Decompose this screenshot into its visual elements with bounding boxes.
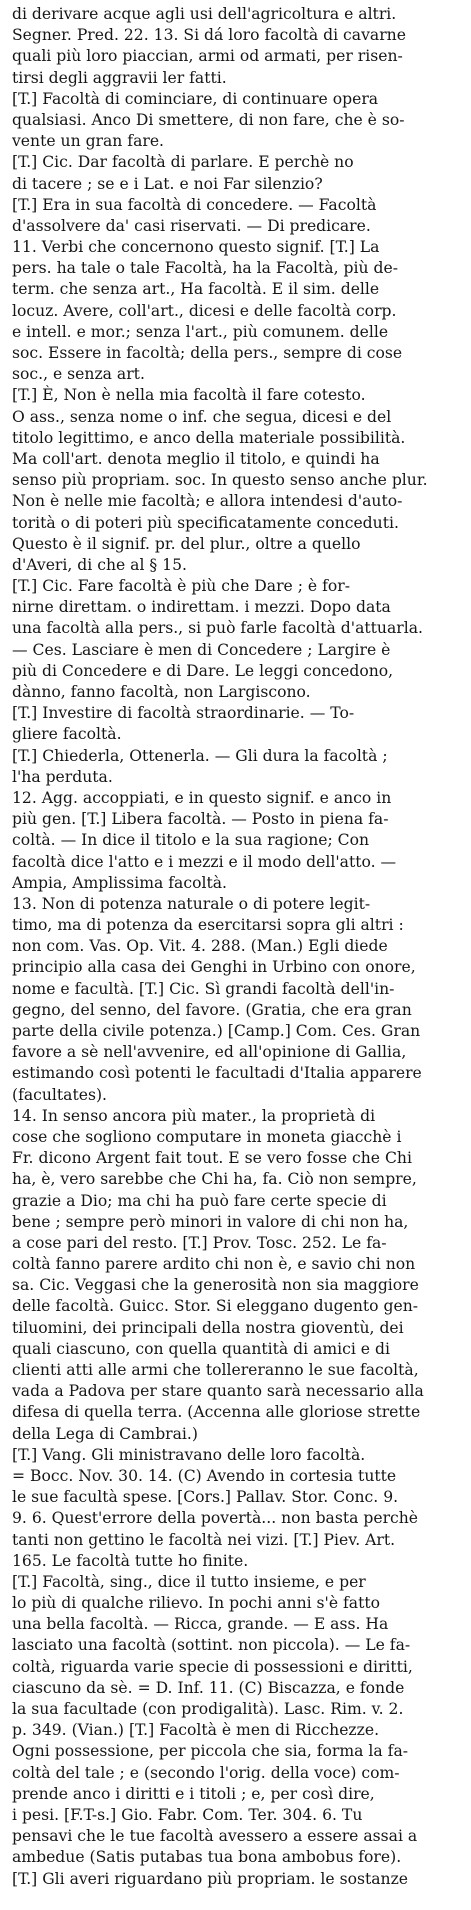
- text-line: lasciato una facoltà (sottint. non piccola). — Le fa-: [12, 1636, 411, 1655]
- text-line: O ass., senza nome o inf. che segua, dicesi e del: [12, 407, 392, 426]
- text-line: lo più di qualche rilievo. In pochi anni s'è fatto: [12, 1594, 381, 1613]
- text-line: di derivare acque agli usi dell'agricoltura e altri.: [12, 5, 397, 23]
- text-line: Questo è il signif. pr. del plur., oltre a quello: [12, 534, 361, 553]
- text-line: [T.] Vang. Gli ministravano delle loro facoltà.: [12, 1445, 366, 1464]
- text-line: Non è nelle mie facoltà; e allora intendesi d'auto-: [12, 492, 403, 511]
- text-line: p. 349. (Vian.) [T.] Facoltà è men di Ricchezze.: [12, 1721, 380, 1740]
- text-line: quali ciascuno, con quella quantità di amici e di: [12, 1339, 390, 1358]
- text-line: d'Averi, di che al § 15.: [12, 555, 187, 574]
- text-line: una facoltà alla pers., si può farle facoltà d'attuarla.: [12, 619, 423, 638]
- text-line: bene ; sempre però minori in valore di chi non ha,: [12, 1212, 409, 1231]
- text-line: term. che senza art., Ha facoltà. E il sim. delle: [12, 280, 380, 299]
- text-line: principio alla casa dei Genghi in Urbino con onore,: [12, 958, 416, 977]
- text-line: 14. In senso ancora più mater., la proprietà di: [12, 1106, 376, 1125]
- text-line: facoltà dice l'atto e i mezzi e il modo dell'atto. —: [12, 852, 397, 871]
- text-line: più di Concedere e di Dare. Le leggi concedono,: [12, 661, 394, 680]
- text-line: le sue facultà spese. [Cors.] Pallav. Stor. Conc. 9.: [12, 1488, 399, 1507]
- text-line: quali più loro piaccian, armi od armati, per risen-: [12, 47, 403, 66]
- text-line: torità o di poteri più specificatamente conceduti.: [12, 513, 399, 532]
- text-line: cose che sogliono computare in moneta giacchè i: [12, 1127, 402, 1146]
- text-line: grazie a Dio; ma chi ha può fare certe specie di: [12, 1191, 387, 1210]
- text-line: tanti non gettino le facoltà nei vizi. [T.] Piev. Art.: [12, 1530, 396, 1549]
- text-line: i pesi. [F.T-s.] Gio. Fabr. Com. Ter. 304. 6. Tu: [12, 1805, 363, 1824]
- text-line: nirne direttam. o indirettam. i mezzi. Dopo data: [12, 598, 391, 617]
- text-line: [T.] Facoltà di cominciare, di continuare opera: [12, 89, 379, 108]
- text-line: ciascuno da sè. = D. Inf. 11. (C) Biscazza, e fonde: [12, 1678, 405, 1697]
- text-line: 11. Verbi che concernono questo signif. [T.] La: [12, 238, 380, 257]
- text-line: ha, è, vero sarebbe che Chi ha, fa. Ciò non sempre,: [12, 1170, 417, 1189]
- text-line: Fr. dicono Argent fait tout. E se vero fosse che Chi: [12, 1149, 412, 1168]
- text-line: 12. Agg. accoppiati, e in questo signif. e anco in: [12, 788, 392, 807]
- text-line: Ampia, Amplissima facoltà.: [12, 873, 227, 892]
- text-line: prende anco i diritti e i titoli ; e, per così dire,: [12, 1784, 375, 1803]
- text-line: non com. Vas. Op. Vit. 4. 288. (Man.) Egli diede: [12, 937, 388, 956]
- text-line: coltà del tale ; e (secondo l'orig. della voce) com-: [12, 1763, 400, 1782]
- text-line: coltà fanno parere ardito chi non è, e savio chi non: [12, 1255, 416, 1274]
- text-line: [T.] È, Non è nella mia facoltà il fare cotesto.: [12, 386, 366, 405]
- text-line: Ma coll'art. denota meglio il titolo, e quindi ha: [12, 449, 380, 468]
- text-line: e intell. e mor.; senza l'art., più comunem. delle: [12, 322, 389, 341]
- text-line: a cose pari del resto. [T.] Prov. Tosc. 252. Le fa-: [12, 1233, 387, 1252]
- text-line: timo, ma di potenza da esercitarsi sopra gli altri :: [12, 916, 404, 935]
- text-line: una bella facoltà. — Ricca, grande. — E ass. Ha: [12, 1615, 389, 1634]
- text-line: dànno, fanno facoltà, non Largiscono.: [12, 683, 311, 701]
- text-line: — Ces. Lasciare è men di Concedere ; Largire è: [12, 640, 391, 659]
- text-line: estimando così potenti le facultadi d'Italia apparere: [12, 1064, 422, 1083]
- text-line: 9. 6. Quest'errore della povertà... non basta perchè: [12, 1509, 419, 1528]
- text-line: gliere facoltà.: [12, 725, 122, 744]
- text-line: delle facoltà. Guicc. Stor. Si eleggano dugento gen-: [12, 1297, 419, 1316]
- text-line: [T.] Era in sua facoltà di concedere. — Facoltà: [12, 195, 377, 214]
- text-line: [T.] Investire di facoltà straordinarie. — To-: [12, 704, 355, 723]
- text-line: tiluomini, dei principali della nostra gioventù, dei: [12, 1318, 404, 1337]
- text-line: d'assolvere da' casi riservati. — Di predicare.: [12, 216, 371, 235]
- text-line: = Bocc. Nov. 30. 14. (C) Avendo in cortesia tutte: [12, 1466, 397, 1485]
- text-line: vada a Padova per stare quanto sarà necessario alla: [12, 1382, 424, 1401]
- text-line: nome e facultà. [T.] Cic. Sì grandi facoltà dell'in-: [12, 979, 395, 998]
- text-line: coltà, riguarda varie specie di possessioni e diritti,: [12, 1657, 413, 1676]
- text-line: [T.] Chiederla, Ottenerla. — Gli dura la facoltà ;: [12, 746, 388, 765]
- text-line: locuz. Avere, coll'art., dicesi e delle facoltà corp.: [12, 301, 397, 320]
- text-line: Segner. Pred. 22. 13. Si dá loro facoltà di cavarne: [12, 26, 406, 45]
- text-line: coltà. — In dice il titolo e la sua ragione; Con: [12, 831, 370, 850]
- text-line: vente un gran fare.: [12, 132, 165, 151]
- text-line: gegno, del senno, del favore. (Gratia, che era gran: [12, 1000, 412, 1019]
- text-line: sa. Cic. Veggasi che la generosità non sia maggiore: [12, 1276, 419, 1295]
- text-line: tirsi degli aggravii ler fatti.: [12, 68, 227, 87]
- text-line: di tacere ; se e i Lat. e noi Far silenzio?: [12, 174, 323, 193]
- text-line: la sua facultade (con prodigalità). Lasc. Rim. v. 2.: [12, 1700, 404, 1718]
- text-line: più gen. [T.] Libera facoltà. — Posto in piena fa-: [12, 810, 389, 829]
- text-line: l'ha perduta.: [12, 767, 113, 786]
- text-line: [T.] Cic. Fare facoltà è più che Dare ; è for-: [12, 577, 350, 596]
- text-line: [T.] Cic. Dar facoltà di parlare. E perchè no: [12, 153, 354, 172]
- text-line: qualsiasi. Anco Di smettere, di non fare, che è so-: [12, 110, 405, 129]
- text-line: della Lega di Cambrai.): [12, 1424, 198, 1443]
- text-line: senso più propriam. soc. In questo senso anche plur.: [12, 471, 428, 490]
- text-line: pers. ha tale o tale Facoltà, ha la Facoltà, più de-: [12, 259, 398, 278]
- text-line: Ogni possessione, per piccola che sia, forma la fa-: [12, 1742, 409, 1761]
- text-line: (facultates).: [12, 1085, 108, 1104]
- text-line: 13. Non di potenza naturale o di potere legit-: [12, 894, 371, 913]
- text-line: titolo legittimo, e anco della materiale possibilità.: [12, 428, 406, 447]
- text-line: soc., e senza art.: [12, 365, 145, 384]
- text-line: [T.] Gli averi riguardano più propriam. le sostanze: [12, 1869, 409, 1888]
- text-line: [T.] Facoltà, sing., dice il tutto insieme, e per: [12, 1572, 366, 1591]
- text-line: parte della civile potenza.) [Camp.] Com. Ces. Gran: [12, 1022, 421, 1040]
- text-line: 165. Le facoltà tutte ho finite.: [12, 1551, 249, 1570]
- text-line: pensavi che le tue facoltà avessero a essere assai a: [12, 1827, 418, 1846]
- text-line: soc. Essere in facoltà; della pers., sempre di cose: [12, 344, 403, 362]
- text-line: clienti atti alle armi che tollereranno le sue facoltà,: [12, 1361, 419, 1379]
- text-line: ambedue (Satis putabas tua bona ambobus fore).: [12, 1848, 402, 1867]
- text-line: favore a sè nell'avvenire, ed all'opinione di Gallia,: [12, 1043, 407, 1062]
- text-line: difesa di quella terra. (Accenna alle gloriose strette: [12, 1403, 421, 1422]
